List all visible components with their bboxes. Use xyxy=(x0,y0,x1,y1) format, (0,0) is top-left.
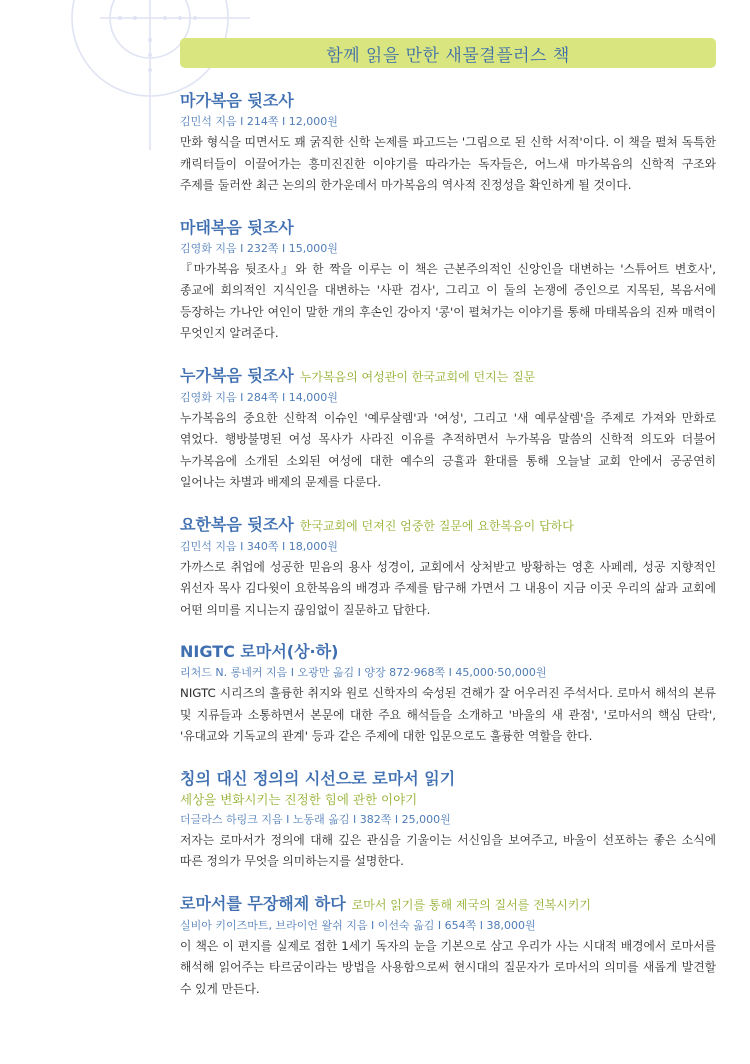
section-title: 함께 읽을 만한 새물결플러스 책 xyxy=(326,45,570,66)
book-entry xyxy=(180,514,716,622)
book-meta: 더글라스 하링크 지음 I 노동래 옮김 I 382쪽 I 25,000원 xyxy=(180,812,451,826)
book-meta: 김영화 지음 I 232쪽 I 15,000원 xyxy=(180,241,338,255)
book-meta: 실비아 키이즈마트, 브라이언 왈쉬 지음 I 이선숙 옮김 I 654쪽 I 38,000원 xyxy=(180,918,536,932)
book-subtitle: 한국교회에 던져진 엄중한 질문에 요한복음이 답하다 xyxy=(299,518,574,533)
book-title: 마태복음 뒷조사 xyxy=(180,217,294,237)
book-subtitle: 세상을 변화시키는 진정한 힘에 관한 이야기 xyxy=(180,791,418,807)
book-subtitle: 로마서 읽기를 통해 제국의 질서를 전복시키기 xyxy=(351,897,592,912)
section-title-banner xyxy=(180,38,716,68)
book-description: 『마가복음 뒷조사』와 한 짝을 이루는 이 책은 근본주의적인 신앙인을 대변하는 '스튜어트 변호사', 종교에 회의적인 지식인을 대변하는 '사판 검사', 그리고 이 둘의 논쟁에 증인으로 지목된, 복음서에 등장하는 가나안 여인이 말한 개의 후손인 강아지 '콩'이 펼쳐가는 이야기를 통해 마태복음의 진짜 매력이 무엇인지 알려준다. xyxy=(180,261,716,340)
book-meta: 김민석 지음 I 214쪽 I 12,000원 xyxy=(180,115,338,128)
book-meta: 김민석 지음 I 340쪽 I 18,000원 xyxy=(180,539,338,553)
book-entry xyxy=(180,365,716,494)
book-entry xyxy=(180,641,716,748)
book-entry xyxy=(180,90,716,197)
book-description: NIGTC 시리즈의 훌륭한 취지와 원로 신학자의 숙성된 견해가 잘 어우러진 주석서다. 로마서 해석의 본류 및 지류들과 소통하면서 본문에 대한 주요 해석들을 소개하고 '바울의 새 관점', '로마서의 핵심 단락', '유대교와 기독교의 관계' 등과 같은 주제에 대한 입문으로도 훌륭한 역할을 한다. xyxy=(180,686,716,743)
book-description: 이 책은 이 편지를 실제로 접한 1세기 독자의 눈을 기본으로 삼고 우리가 사는 시대적 배경에서 로마서를 해석해 읽어주는 타르굼이라는 방법을 사용함으로써 현시대의 질문자가 로마서의 의미를 새롭게 발견할 수 있게 만든다. xyxy=(180,938,716,996)
book-description: 가까스로 취업에 성공한 믿음의 용사 성경이, 교회에서 상처받고 방황하는 영혼 사페레, 성공 지향적인 위선자 목사 김다윗이 요한복음의 배경과 주제를 탐구해 가면서 그 내용이 지금 이곳 우리의 삶과 교회에 어떤 의미를 지니는지 끊임없이 질문하고 답한다. xyxy=(180,559,716,617)
book-title: 칭의 대신 정의의 시선으로 로마서 읽기 xyxy=(180,768,456,788)
book-title: NIGTC 로마서(상·하) xyxy=(180,642,339,661)
book-list xyxy=(180,90,716,1020)
book-entry xyxy=(180,217,716,345)
book-entry xyxy=(180,768,716,873)
book-meta: 리처드 N. 롱네커 지음 I 오광만 옮김 I 양장 872·968쪽 I 45,000·50,000원 xyxy=(180,666,547,679)
book-entry xyxy=(180,893,716,1001)
book-title: 요한복음 뒷조사 한국교회에 던져진 엄중한 질문에 요한복음이 답하다 xyxy=(180,514,574,534)
book-title: 누가복음 뒷조사 누가복음의 여성관이 한국교회에 던지는 질문 xyxy=(180,365,536,385)
book-description: 저자는 로마서가 정의에 대해 깊은 관심을 기울이는 서신임을 보여주고, 바울이 선포하는 좋은 소식에 따른 정의가 무엇을 의미하는지를 설명한다. xyxy=(180,832,716,868)
book-title: 로마서를 무장해제 하다 로마서 읽기를 통해 제국의 질서를 전복시키기 xyxy=(180,893,592,913)
book-description: 누가복음의 중요한 신학적 이슈인 '예루살렘'과 '여성', 그리고 '새 예루살렘'을 주제로 가져와 만화로 엮었다. 행방불명된 여성 목사가 사라진 이유를 추적하면서 누가복음 말씀의 신학적 의도와 더불어 누가복음에 소개된 소외된 여성에 대한 예수의 긍휼과 환대를 통해 오늘날 교회 안에서 공공연히 일어나는 차별과 배제의 문제를 다룬다. xyxy=(180,410,716,489)
book-description: 만화 형식을 띠면서도 꽤 굵직한 신학 논제를 파고드는 '그림으로 된 신학 서적'이다. 이 책을 펼쳐 독특한 캐릭터들이 이끌어가는 흥미진진한 이야기를 따라가는 독자들은, 어느새 마가복음의 신학적 구조와 주제를 둘러싼 최근 논의의 한가운데서 마가복음의 역사적 진정성을 확인하게 될 것이다. xyxy=(180,135,716,192)
book-meta: 김영화 지음 I 284쪽 I 14,000원 xyxy=(180,390,338,404)
book-title: 마가복음 뒷조사 xyxy=(180,91,294,110)
book-subtitle: 누가복음의 여성관이 한국교회에 던지는 질문 xyxy=(299,369,536,384)
